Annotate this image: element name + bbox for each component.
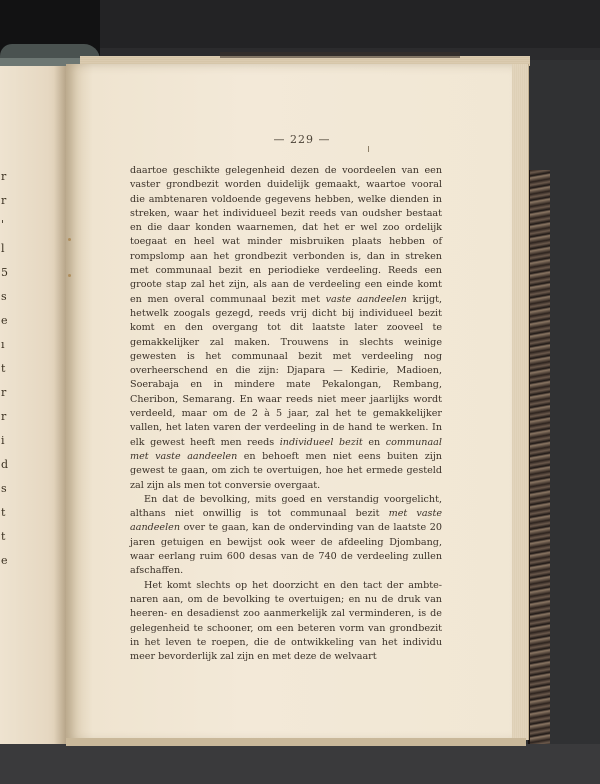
left-page-fragments bbox=[0, 170, 10, 590]
page-number: — 229 — bbox=[273, 133, 331, 146]
margin-mark bbox=[68, 238, 71, 241]
left-fragment: s bbox=[1, 482, 7, 495]
left-fragment: 5 bbox=[1, 266, 8, 279]
italic-text: individueel bezit bbox=[279, 436, 363, 448]
left-fragment: r bbox=[1, 170, 7, 183]
left-fragment: s bbox=[1, 290, 7, 303]
left-fragment: i bbox=[1, 434, 5, 447]
page-edges-bottom bbox=[66, 738, 526, 746]
text-run: En dat de bevolking, mits goed en verstandig voorgelicht, althans niet onwillig is tot communaal bezit bbox=[130, 493, 442, 520]
left-fragment: ' bbox=[1, 218, 5, 231]
left-fragment: t bbox=[1, 506, 6, 519]
text-run: en bbox=[362, 436, 386, 448]
left-fragment: e bbox=[1, 314, 8, 327]
pencil-mark bbox=[368, 146, 369, 152]
paragraph bbox=[130, 493, 442, 579]
marbled-endpaper bbox=[528, 170, 550, 760]
left-fragment: t bbox=[1, 530, 6, 543]
text-run: daartoe geschikte gelegenheid dezen de voordeelen van een vaster grondbezit worden duidelijk gemaakt, waartoe vooral die ambtenaren voldoende gegevens hebben, welke dienden in streken, waar het individueel bezit reeds van oudsher bestaat en die daar konden waarnemen, dat het er wel zoo ordelijk toegaat en heel wat minder misbruiken plaats hebben of rompslomp aan het grondbezit verbonden is, dan in streken met communaal bezit en periodieke verdeeling. Reeds een groote stap zal het zijn, als aan de verdeeling een einde komt en men overal communaal bezit met bbox=[130, 165, 442, 305]
italic-text: met vaste aandeelen bbox=[130, 508, 442, 534]
left-fragment: l bbox=[1, 242, 5, 255]
paragraph bbox=[130, 579, 442, 665]
text-run: en behoeft men niet eens buiten zijn gewest te gaan, om zich te overtuigen, hoe het ermede gesteld zal zijn als men tot conversie overgaat. bbox=[130, 450, 442, 491]
left-fragment: r bbox=[1, 410, 7, 423]
italic-text: vaste aandeelen bbox=[325, 293, 407, 305]
left-fragment: ı bbox=[1, 338, 5, 351]
text-run: krijgt, hetwelk zoogals gezegd, reeds vrij dicht bij individueel bezit komt en den overgang tot dit laatste later zooveel te gemakkelijker zal maken. Trouwens in slechts weinige gewesten is het communaal bezit met verdeeling nog overheerschend en die zijn: Djapara — Kedirie, Madioen, Soerabaja en in mindere mate Pekalongan, Rembang, Cheribon, Semarang. En waar reeds niet meer jaarlijks wordt verdeeld, maar om de 2 à 5 jaar, zal het te gemakkelijker vallen, het laten varen der verdeeling in de hand te werken. In elk gewest heeft men reeds bbox=[130, 293, 442, 448]
text-run: Het komt slechts op het doorzicht en den tact der ambtenaren aan, om de bevolking te overtuigen; en nu de druk van heeren- en desadienst zoo aanmerkelijk zal verminderen, is de gelegenheid te schooner, om een beteren vorm van grondbezit in het leven te roepen, die de ontwikkeling van het individu meer bevorderlijk zal zijn en met deze de welvaart bbox=[130, 579, 442, 663]
page-edges-right bbox=[512, 64, 529, 740]
left-fragment: r bbox=[1, 194, 7, 207]
margin-mark bbox=[68, 274, 71, 277]
left-fragment: t bbox=[1, 362, 6, 375]
body-text bbox=[130, 164, 442, 664]
left-fragment: r bbox=[1, 386, 7, 399]
paragraph bbox=[130, 164, 442, 493]
left-fragment: e bbox=[1, 554, 8, 567]
left-fragment: d bbox=[1, 458, 9, 471]
text-run: over te gaan, kan de ondervinding van de laatste 20 jaren getuigen en bewijst ook weer de afdeeling Djombang, waar eerlang ruim 600 desas van de 740 de verdeeling zullen afschaffen. bbox=[130, 522, 442, 577]
background-bottom bbox=[0, 744, 600, 784]
italic-text: communaal met vaste aandeelen bbox=[130, 436, 442, 462]
